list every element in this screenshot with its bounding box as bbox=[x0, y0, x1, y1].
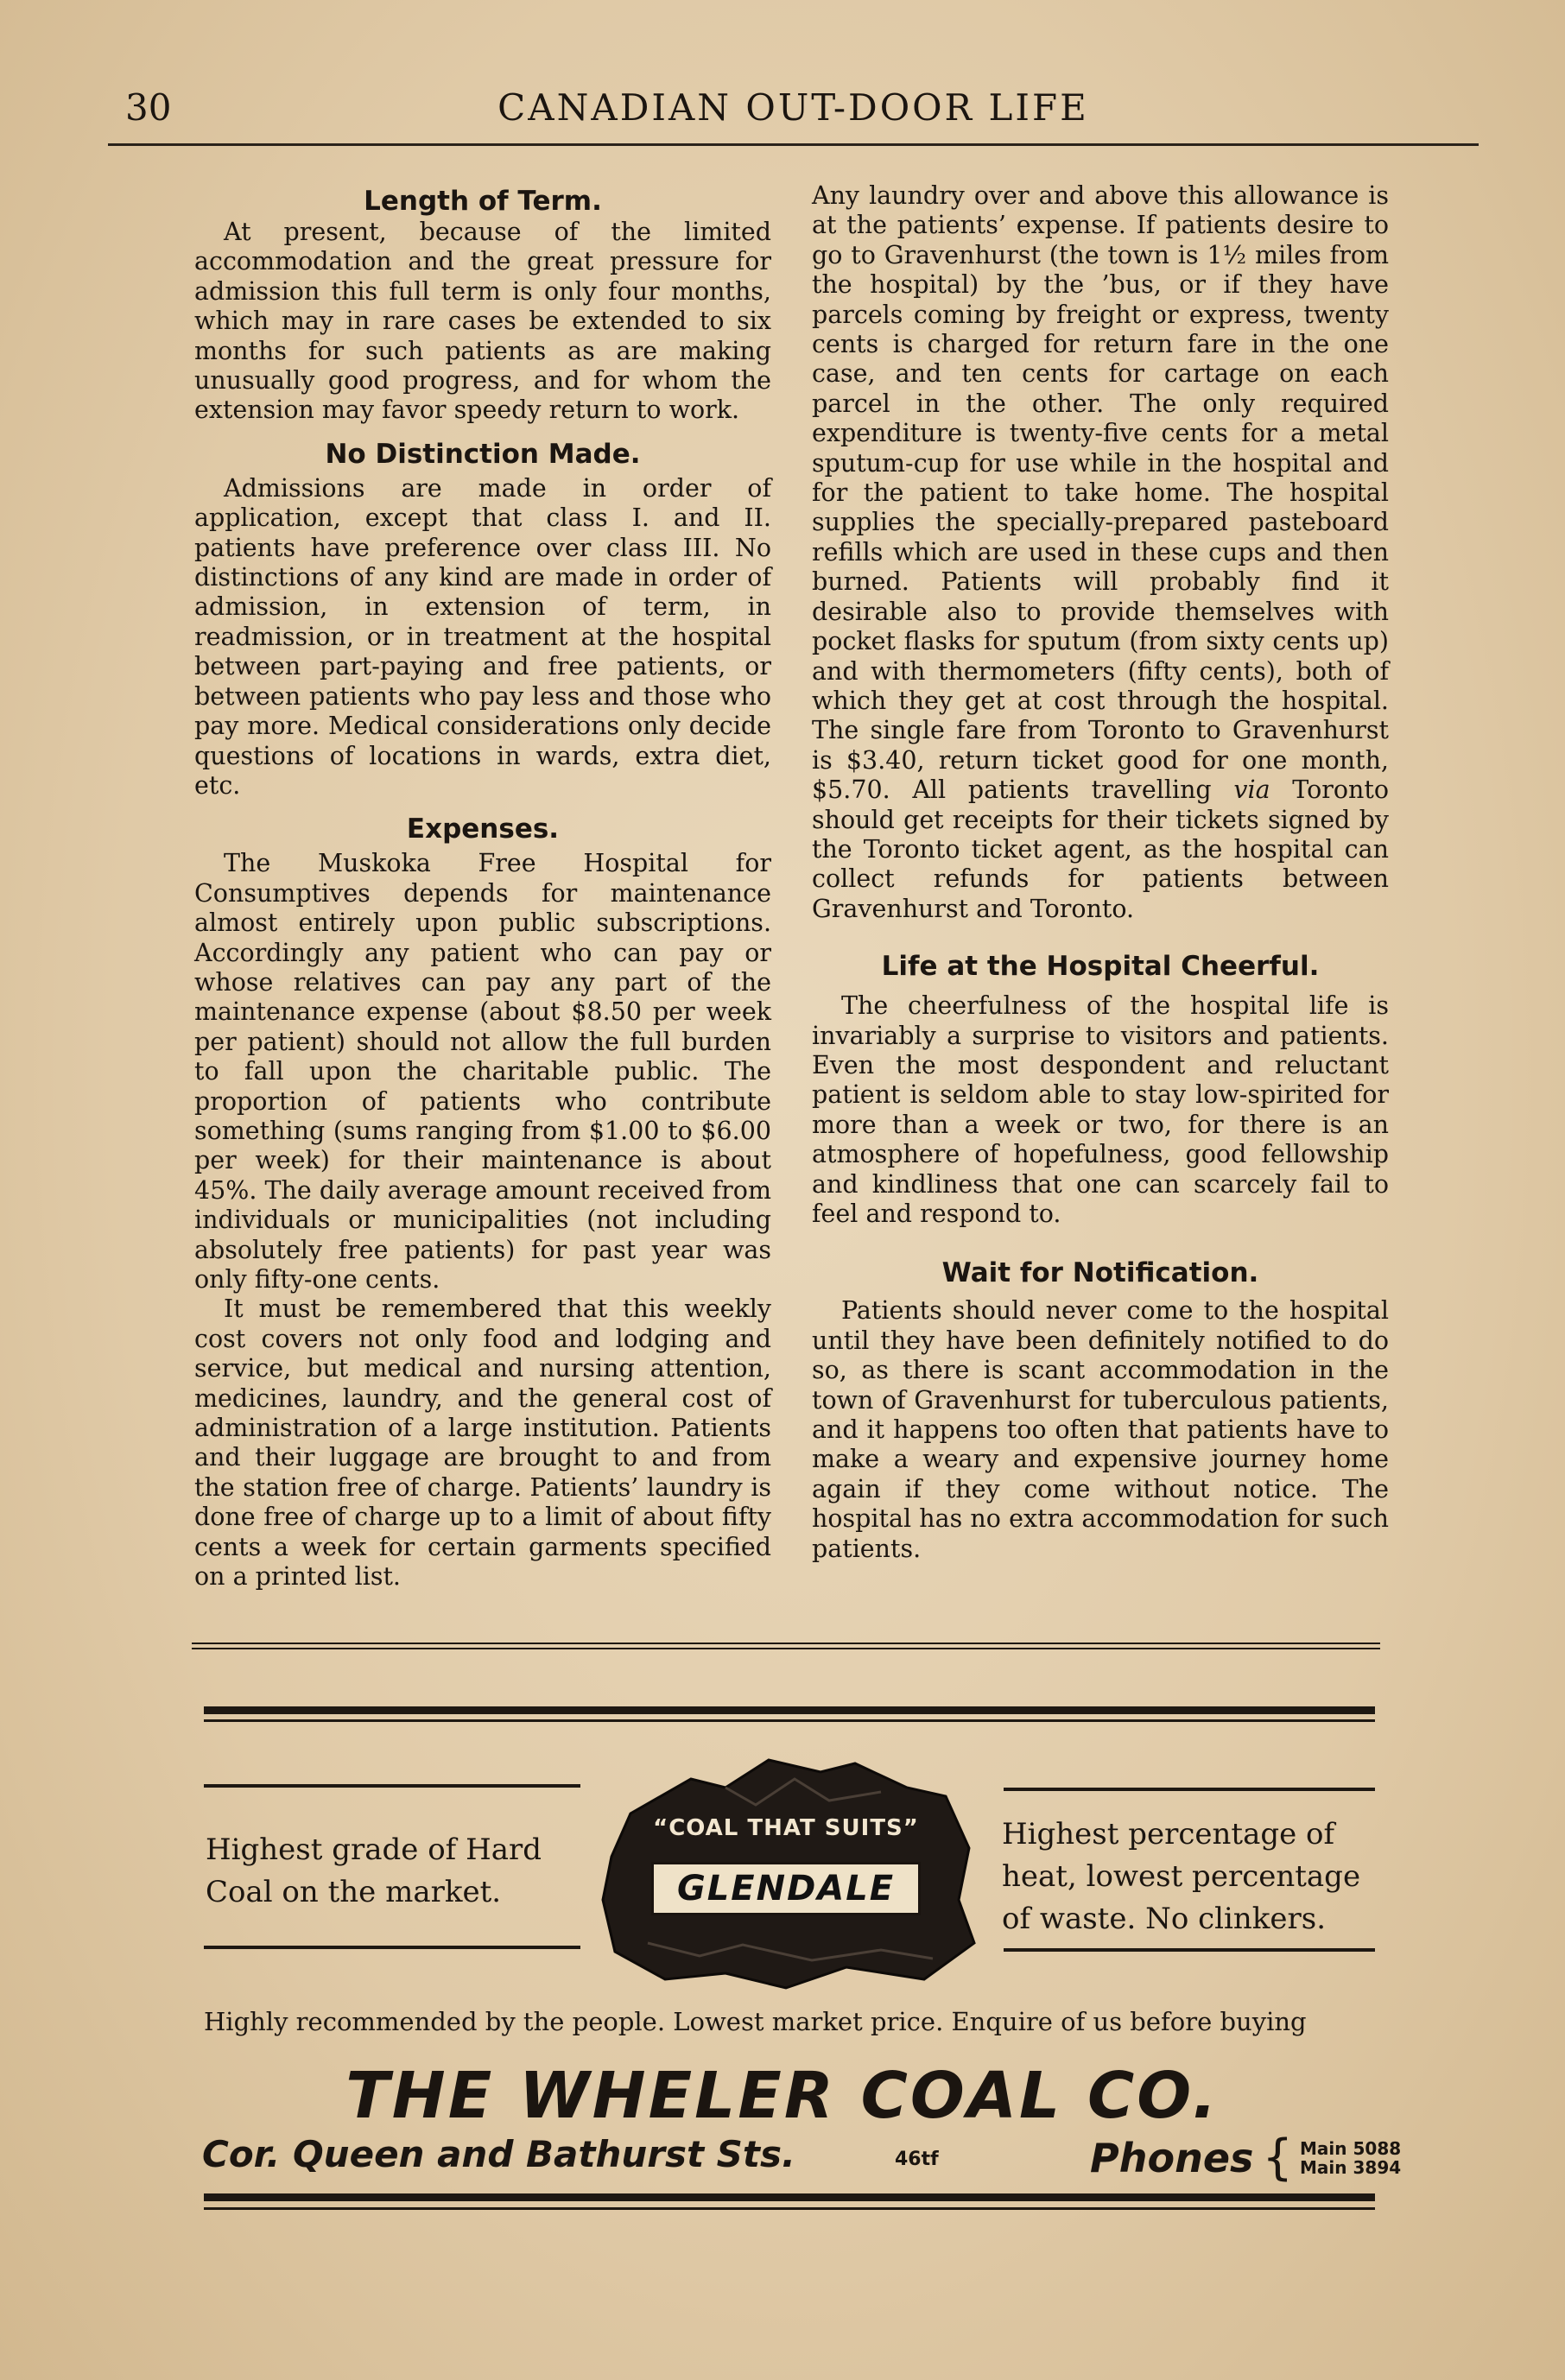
separator-rule-top bbox=[192, 1643, 1380, 1644]
phone-number-2: Main 3894 bbox=[1300, 2156, 1402, 2178]
paragraph-wait-notification: Patients should never come to the hospital until they have been definitely notified to do so, as there is scant accommodation in the town of Gravenhurst for tuberculous patients, and it happens too often that patients have to make a weary and expensive journey home again if they come without notice. The hospital has no extra accommodation for such patients. bbox=[812, 1296, 1389, 1563]
via-italic: via bbox=[1233, 775, 1270, 805]
phone-numbers bbox=[1300, 2139, 1401, 2177]
journal-title: CANADIAN OUT-DOOR LIFE bbox=[497, 86, 1089, 129]
ad-insertion-code: 46tf bbox=[895, 2149, 939, 2170]
right-column bbox=[812, 181, 1389, 1564]
ad-left-text: Highest grade of Hard Coal on the market. bbox=[206, 1832, 542, 1909]
ad-thick-rule-bottom bbox=[204, 2193, 1375, 2201]
paragraph-length-of-term: At present, because of the limited accommodation and the great pressure for admission this full term is only four months, which may in rare cases be extended to six months for such patients as are making unusually good progress, and for whom the extension may favor speedy return to work. bbox=[194, 218, 771, 425]
separator-rule-bottom bbox=[192, 1648, 1380, 1649]
ad-left-rule-lower bbox=[204, 1946, 580, 1949]
laundry-text-b: Toronto should get receipts for their tickets signed by the Toronto ticket agent, as the hospital can collect refunds for patients between Gravenhurst and Toronto. bbox=[812, 775, 1390, 923]
ad-right-rule-lower bbox=[1004, 1948, 1375, 1952]
ad-right-rule-upper bbox=[1004, 1788, 1375, 1791]
paragraph-no-distinction: Admissions are made in order of application, except that class I. and II. patients have preference over class III. No distinctions of any kind are made in order of admission, in extension of term, in readmission, or in treatment at the hospital between part-paying and free patients, or between patients who pay less and those who pay more. Medical considerations only decide questions of locations in wards, extra diet, etc. bbox=[194, 473, 771, 800]
page-number: 30 bbox=[125, 86, 172, 129]
coal-logo-brand: GLENDALE bbox=[651, 1862, 921, 1915]
heading-life-cheerful: Life at the Hospital Cheerful. bbox=[881, 951, 1320, 983]
brace-icon: { bbox=[1262, 2130, 1294, 2186]
ad-thick-rule-top bbox=[204, 1706, 1375, 1714]
ad-tagline: Highly recommended by the people. Lowest market price. Enquire of us before buying bbox=[204, 2007, 1307, 2036]
paragraph-expenses: The Muskoka Free Hospital for Consumptives depends for maintenance almost entirely upon public subscriptions. Accordingly any patient who can pay or whose relatives can pay any part of the maintenance expense (about $8.50 per week per patient) should not allow the full burden to fall upon the charitable public. The proportion of patients who contribute something (sums ranging from $1.00 to $6.00 per week) for their maintenance is about 45%. The daily average amount received from individuals or municipalities (not including absolutely free patients) for past year was only fifty-one cents. bbox=[194, 849, 771, 1294]
heading-length-of-term: Length of Term. bbox=[364, 186, 602, 217]
heading-wait-notification: Wait for Notification. bbox=[941, 1257, 1259, 1289]
coal-logo-slogan: “COAL THAT SUITS” bbox=[653, 1815, 919, 1841]
laundry-text-a: Any laundry over and above this allowance is at the patients’ expense. If patients desire to go to Gravenhurst (the town is 1½ miles from the hospital) by the ’bus, or if they have parcels coming by freight or express, twenty cents is charged for return fare in the one case, and ten cents for cartage on each parcel in the other. The only required expenditure is twenty-five cents for a metal sputum-cup for use while in the hospital and for the patient to take home. The hospital supplies the specially-prepared pasteboard refills which are used in these cups and then burned. Patients will probably find it desirable also to provide themselves with pocket flasks for sputum (from sixty cents up) and with thermometers (fifty cents), both of which they get at cost through the hospital. The single fare from Toronto to Gravenhurst is $3.40, return ticket good for one month, $5.70. All patients travelling bbox=[812, 181, 1389, 805]
phones-label: Phones bbox=[1090, 2134, 1254, 2181]
ad-thin-rule-bottom bbox=[204, 2207, 1375, 2210]
heading-no-distinction: No Distinction Made. bbox=[325, 438, 641, 470]
left-column bbox=[194, 181, 771, 1592]
running-header bbox=[108, 83, 1479, 146]
ad-address: Cor. Queen and Bathurst Sts. bbox=[202, 2133, 795, 2175]
paragraph-laundry-fares bbox=[812, 181, 1389, 924]
ad-left-rule-upper bbox=[204, 1784, 580, 1788]
ad-thin-rule-top bbox=[204, 1719, 1375, 1722]
paragraph-weekly-cost: It must be remembered that this weekly cost covers not only food and lodging and service, but medical and nursing attention, medicines, laundry, and the general cost of administration of a large institution. Patients and their luggage are brought to and from the station free of charge. Patients’ laundry is done free of charge up to a limit of about fifty cents a week for certain garments specified on a printed list. bbox=[194, 1294, 771, 1592]
phone-number-1: Main 5088 bbox=[1300, 2137, 1402, 2159]
ad-right-text: Highest percentage of heat, lowest percentage of waste. No clinkers. bbox=[1002, 1817, 1361, 1936]
heading-expenses: Expenses. bbox=[406, 813, 560, 845]
coal-lump-logo bbox=[596, 1753, 976, 1991]
ad-company-name: THE WHELER COAL CO. bbox=[345, 2059, 1220, 2133]
paragraph-life-cheerful: The cheerfulness of the hospital life is invariably a surprise to visitors and patients. Even the most despondent and reluctant patient is seldom able to stay low-spirited for more than a week or two, for there is an atmosphere of hopefulness, good fellowship and kindliness that one can scarcely fail to feel and respond to. bbox=[812, 991, 1389, 1228]
ad-phones bbox=[1090, 2130, 1401, 2186]
